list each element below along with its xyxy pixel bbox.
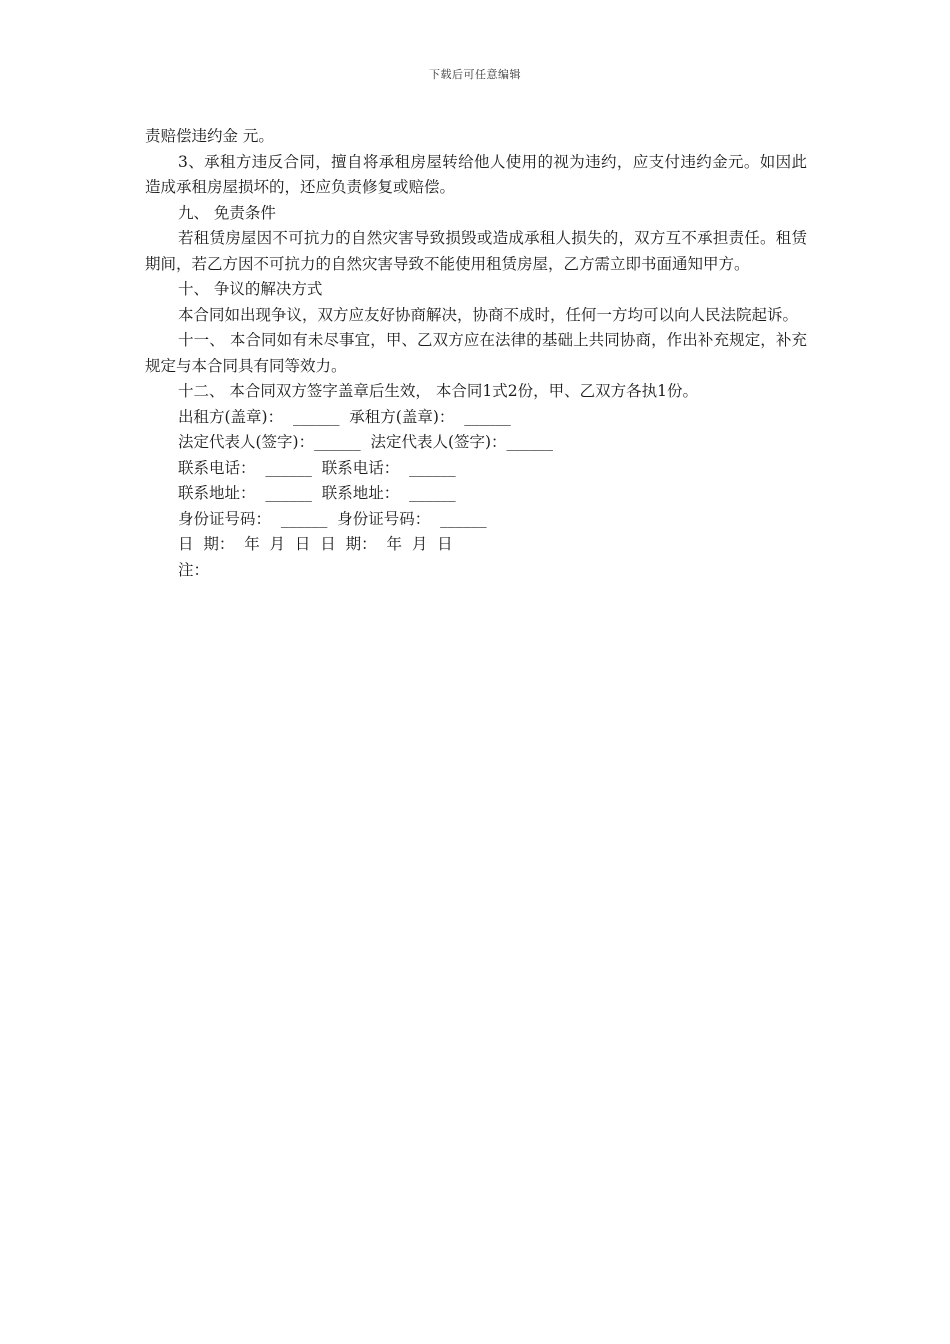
signature-line-date: 日 期： 年 月 日 日 期： 年 月 日 <box>178 535 453 553</box>
document-body <box>145 124 807 583</box>
paragraph-dispute-resolution: 本合同如出现争议，双方应友好协商解决，协商不成时，任何一方均可以向人民法院起诉。 <box>178 305 799 324</box>
signature-line-address: 联系地址： ______ 联系地址： ______ <box>178 484 456 502</box>
signature-line-id-number: 身份证号码： ______ 身份证号码： ______ <box>178 509 487 528</box>
signature-line-phone: 联系电话： ______ 联系电话： ______ <box>178 458 456 477</box>
signature-line-note: 注： <box>178 560 210 579</box>
paragraph-penalty-continuation: 责赔偿违约金 元。 <box>145 127 274 145</box>
signature-line-seal: 出租方(盖章)： ______ 承租方(盖章)： ______ <box>178 407 511 426</box>
paragraph-supplementary: 十一、 本合同如有未尽事宜，甲、乙双方应在法律的基础上共同协商，作出补充规定，补充规定与本合同具有同等效力。 <box>145 331 807 375</box>
paragraph-force-majeure: 若租赁房屋因不可抗力的自然灾害导致损毁或造成承租人损失的，双方互不承担责任。租赁期间，若乙方因不可抗力的自然灾害导致不能使用租赁房屋，乙方需立即书面通知甲方。 <box>145 229 807 273</box>
signature-line-legal-rep: 法定代表人(签字)：______ 法定代表人(签字)：______ <box>178 433 554 451</box>
section-heading-exemption: 九、 免责条件 <box>178 203 276 222</box>
section-heading-dispute: 十、 争议的解决方式 <box>178 280 323 298</box>
signature-block <box>145 405 807 584</box>
page-header: 下载后可任意编辑 <box>429 68 521 81</box>
paragraph-sublet-breach: 3、承租方违反合同，擅自将承租房屋转给他人使用的视为违约，应支付违约金元。如因此造成承租房屋损坏的，还应负责修复或赔偿。 <box>145 152 807 196</box>
paragraph-effectiveness: 十二、 本合同双方签字盖章后生效， 本合同1式2份，甲、乙双方各执1份。 <box>178 382 698 400</box>
